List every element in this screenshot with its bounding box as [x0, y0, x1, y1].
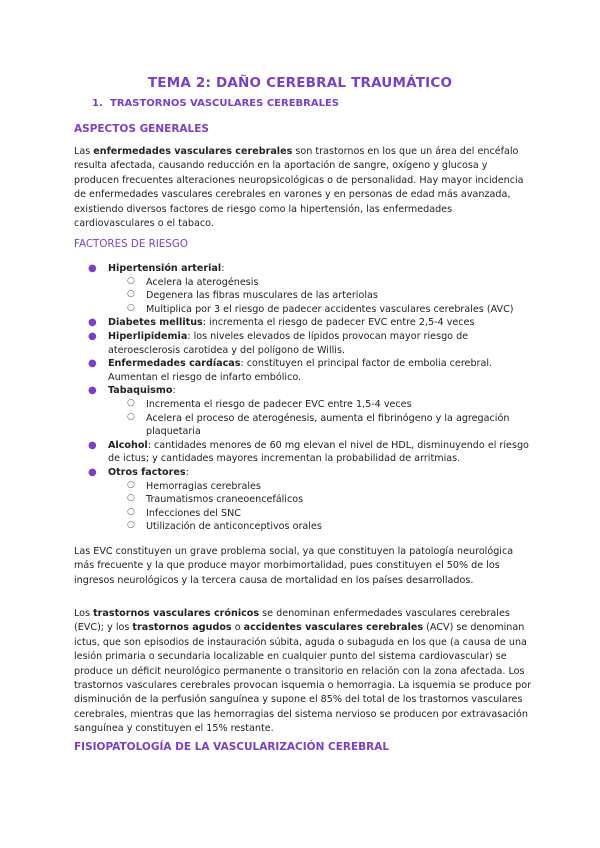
- sub-bullet-icon: ○: [127, 275, 135, 286]
- sub-bullet-icon: ○: [127, 506, 135, 517]
- bullet-icon: ●: [88, 263, 97, 274]
- sub-list-item: ○ Infecciones del SNC: [127, 506, 241, 519]
- bullet-icon: ●: [88, 358, 97, 370]
- aspectos-paragraph: Las enfermedades vasculares cerebrales son trastornos en los que un área del encéfalo resulta afectada, causando reducción en la aportación de sangre, oxígeno y glucosa y producen frecuentes alteraciones neuropsicológicas o de personalidad. Hay mayor incidencia de enfermedades vasculares cerebrales en varones y en personas de edad más avanzada, existiendo diversos factores de riesgo como la hipertensión, las enfermedades cardiovasculares o el tabaco.: [74, 146, 524, 230]
- fisiopatologia-heading: FISIOPATOLOGÍA DE LA VASCULARIZACIÓN CEREBRAL: [74, 741, 390, 753]
- section-heading: [92, 98, 339, 109]
- sub-list-item: ○ Hemorragias cerebrales: [127, 479, 261, 492]
- bullet-icon: ●: [88, 317, 97, 329]
- bullet-icon: ●: [88, 385, 97, 397]
- sub-list-item: ○ Incrementa el riesgo de padecer EVC entre 1,5-4 veces: [127, 397, 412, 410]
- factores-heading: FACTORES DE RIESGO: [74, 238, 188, 250]
- sub-bullet-icon: ○: [127, 520, 135, 531]
- sub-list: [108, 398, 534, 439]
- evc-paragraph: Las EVC constituyen un grave problema social, ya que constituyen la patología neurológica más frecuente y la que produce mayor morbimortalidad, pues constituyen el 50% de los ingresos neurológicos y la tercera causa de mortalidad en los países desarrollados.: [74, 546, 514, 586]
- list-item: ● Enfermedades cardíacas: constituyen el principal factor de embolia cerebral. Aumentan el riesgo de infarto embólico.: [88, 358, 493, 383]
- sub-bullet-icon: ○: [127, 289, 135, 300]
- risk-factor-list: [74, 262, 534, 534]
- sub-list-item: ○ Traumatismos craneoencefálicos: [127, 493, 304, 506]
- list-item: ● Tabaquismo: ○ Incrementa el riesgo de padecer EVC entre 1,5-4 veces ○ Acelera el proceso de aterogénesis, aumenta el fibrinógeno y la agregación plaquetaria: [74, 384, 534, 438]
- list-item: ● Hipertensión arterial: ○ Acelera la aterogénesis ○ Degenera las fibras musculares de las arteriolas ○ Multiplica por 3 el riesgo de padecer accidentes vasculares cerebrales (AVC): [74, 262, 534, 316]
- sub-bullet-icon: ○: [127, 302, 135, 313]
- sub-list: [108, 480, 534, 534]
- trastornos-paragraph: Los trastornos vasculares crónicos se denominan enfermedades vasculares cerebrales (EVC); y los trastornos agudos o accidentes vasculares cerebrales (ACV) se denominan ictus, que son episodios de instauración súbita, aguda o subaguda en los que (a causa de una lesión primaria o secundaria localizable en cualquier punto del sistema cardiovascular) se produce un déficit neurológico permanente o transitorio en relación con la zona afectada. Los trastornos vasculares cerebrales provocan isquemia o hemorragia. La isquemia se produce por disminución de la perfusión sanguínea y supone el 85% del total de los trastornos vasculares cerebrales, mientras que las hemorragias del sistema nervioso se producen por extravasación sanguínea y constituyen el 15% restante.: [74, 608, 532, 735]
- sub-bullet-icon: ○: [127, 493, 135, 504]
- bullet-icon: ●: [88, 439, 97, 451]
- list-item: ● Hiperlipidemia: los niveles elevados de lípidos provocan mayor riesgo de ateroesclerosis carotidea y del polígono de Willis.: [88, 330, 469, 356]
- list-item: ● Diabetes mellitus: incrementa el riesgo de padecer EVC entre 2,5-4 veces: [88, 317, 475, 329]
- list-item: ● Alcohol: cantidades menores de 60 mg elevan el nivel de HDL, disminuyendo el riesgo de ictus; y cantidades mayores incrementan la probabilidad de arritmias.: [88, 439, 529, 465]
- bullet-icon: ●: [88, 466, 97, 478]
- bullet-icon: ●: [88, 330, 97, 342]
- list-item: ● Otros factores: ○ Hemorragias cerebrales ○ Traumatismos craneoencefálicos ○ Infecciones del SNC ○ Utilización de anticonceptivos orales: [74, 466, 534, 534]
- document-title: TEMA 2: DAÑO CEREBRAL TRAUMÁTICO: [147, 75, 453, 91]
- section-title: TRASTORNOS VASCULARES CEREBRALES: [110, 98, 339, 109]
- sub-list-item: ○ Utilización de anticonceptivos orales: [127, 520, 322, 533]
- sub-list-item: ○ Degenera las fibras musculares de las arteriolas: [127, 289, 378, 302]
- section-number: 1.: [92, 98, 103, 109]
- sub-bullet-icon: ○: [127, 397, 135, 408]
- sub-bullet-icon: ○: [127, 479, 135, 490]
- sub-list-item: ○ Acelera el proceso de aterogénesis, aumenta el fibrinógeno y la agregación plaquetaria: [127, 411, 510, 438]
- sub-list-item: ○ Multiplica por 3 el riesgo de padecer accidentes vasculares cerebrales (AVC): [127, 302, 514, 315]
- sub-list-item: ○ Acelera la aterogénesis: [127, 275, 259, 288]
- aspectos-heading: ASPECTOS GENERALES: [74, 123, 209, 135]
- sub-bullet-icon: ○: [127, 411, 135, 422]
- sub-list: [108, 276, 534, 317]
